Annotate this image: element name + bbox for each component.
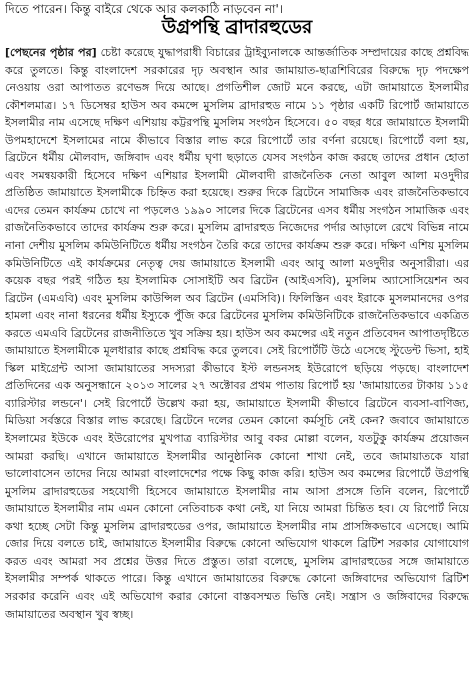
article-text: চেষ্টা করেছে যুদ্ধাপরাধী বিচারের ট্রাইব্যুনালকে আন্তর্জাতিক সম্প্রদায়ের কাছে প্রশ্নবিদ্ধ করে তুলতে। কিন্তু বাংলাদেশ সরকারের দৃঢ় অবস্থান আর জামায়াত-ছাত্রশিবিরের বিরুদ্ধে দৃঢ় পদক্ষেপ নেওয়ায় ওরা আপাতত রণেভঙ্গ দিয়ে আছে। প্রগতিশীল জোট মনে করছে, এটা জামায়াতে ইসলামীর কৌশলমাত্র। ১৭ ডিসেম্বর হাউস অব কমন্সে মুসলিম ব্রাদারহুড নামে ১১ পৃষ্ঠার একটি রিপোর্ট জামায়াতে ইসলামীর নাম এসেছে দক্ষিণ এশিয়ায় কট্টরপন্থি মুসলিম সংগঠন হিসেবে। ৫০ বছর ধরে জামায়াতে ইসলামী উপমহাদেশে ইসলামের নামে কীভাবে বিস্তার লাভ করে রিপোর্টে তার বর্ণনা রয়েছে। রিপোর্টে বলা হয়, ব্রিটেনে ধর্মীয় মৌলবাদ, জঙ্গিবাদ এবং ধর্মীয় ঘৃণা ছড়াতে যেসব সংগঠন কাজ করছে তাদের প্রধান হোতা এবং সমন্বয়কারী হিসেবে দক্ষিণ এশিয়ার ইসলামী মৌলবাদী রাজনৈতিক নেতা আবুল আলা মওদুদীর প্রতিষ্ঠিত জামায়াতে ইসলামীকে চিহ্নিত করা হয়েছে। শুরুর দিকে ব্রিটেনে সামাজিক এবং রাজনৈতিকভাবে এদের তেমন কার্যক্রম চোখে না পড়লেও ১৯৯০ সালের দিকে ব্রিটেনের এসব ধর্মীয় সংগঠন সামাজিক এবং রাজনৈতিকভাবে তাদের কার্যক্রম শুরু করে। মুসলিম ব্রাদারহুড নিজেদের পর্দার আড়ালে রেখে বিভিন্ন নামে নানা দেশীয় মুসলিম কমিউনিটিতে ধর্মীয় সংগঠন তৈরি করে তাদের কার্যক্রম শুরু করে। দক্ষিণ এশিয় মুসলিম কমিউনিটিতে এই কার্যক্রমের নেতৃত্ব দেয় জামায়াতে ইসলামী এবং আবু আলা মওদুদীর অনুসারীরা। এর কয়েক বছর পরই গঠিত হয় ইসলামিক সোসাইটি অব ব্রিটেন (আইএসবি), মুসলিম অ্যাসোসিয়েশন অব ব্রিটেন (এমএবি) এবং মুসলিম কাউন্সিল অব ব্রিটেন (এমসিবি)। ফিলিস্তিন এবং ইরাকে মুসলমানদের ওপর হামলা এবং নানা ধরনের ধর্মীয় ইস্যুকে পুঁজি করে ব্রিটেনের মুসলিম কমিউনিটিকে রাজনৈতিকভাবে একত্রিত করতে এমএবি ব্রিটেনের রাজনীতিতে খুব সক্রিয় হয়। হাউস অব কমন্সের এই নতুন প্রতিবেদন আপাতদৃষ্টিতে জামায়াতে ইসলামীকে মূলধারার কাছে প্রশ্নবিদ্ধ করে তুলবে। সেই রিপোর্টটি উঠে এসেছে স্টুডেন্ট ভিসা, হাই স্কিল মাইগ্রেন্ট আসা জামায়াতের সদস্যরা কীভাবে ইস্ট লন্ডনসহ ইউরোপে ছড়িয়ে পড়ছে। বাংলাদেশ প্রতিদিনের এক অনুসন্ধানে ২০১৩ সালের ২৭ অক্টোবর প্রথম পাতায় রিপোর্ট হয় 'জামায়াতের টাকায় ১১৫ ব্যারিস্টার লন্ডনে'। সেই রিপোর্টে উল্লেখ করা হয়, জামায়াতে ইসলামী কীভাবে ব্রিটেনে ব্যবসা-বাণিজ্য, মিডিয়া সর্বস্তরে বিস্তার লাভ করেছে। ব্রিটেনে দলের তেমন কোনো কর্মসূচি নেই কেন? জবাবে জামায়াতে ইসলামের ইউকে এবং ইউরোপের মুখপাত্র ব্যারিস্টার আবু বকর মোল্লা বলেন, যতটুকু কার্যক্রম প্রয়োজন আমরা করছি। এখানে জামায়াতে ইসলামীর আনুষ্ঠানিক কোনো শাখা নেই, তবে জামায়াতকে যারা ভালোবাসেন তাদের নিয়ে আমরা বাংলাদেশের পক্ষে কিছু কাজ করি। হাউস অব কমন্সের রিপোর্টে উগ্রপন্থি মুসলিম ব্রাদারহুডের সহযোগী হিসেবে জামায়াতে ইসলামীর নাম আসা প্রসঙ্গে তিনি বলেন, রিপোর্টে জামায়াতে ইসলামীর নাম এমন কোনো নেতিবাচক কথা নেই, যা নিয়ে আমরা চিন্তিত হব। যে রিপোর্ট নিয়ে কথা হচ্ছে সেটা কিন্তু মুসলিম ব্রাদারহুডের ওপর, জামায়াতে ইসলামীর নাম প্রাসঙ্গিকভাবে এসেছে। আমি জোর দিয়ে বলতে চাই, জামায়াতে ইসলামীর বিরুদ্ধে কোনো অভিযোগ থাকলে ব্রিটিশ সরকার যোগাযোগ করত এবং আমরা সব প্রশ্নের উত্তর দিতে প্রস্তুত। তারা বলেছে, মুসলিম ব্রাদারহুডের সঙ্গে জামায়াতে ইসলামীর সম্পর্ক থাকতে পারে। কিন্তু এখানে জামায়াতের বিরুদ্ধে কোনো জঙ্গিবাদের অভিযোগ ব্রিটিশ সরকার করেনি এবং এই অভিযোগ করার কোনো বাস্তবসম্মত ভিত্তি নেই। সন্ত্রাস ও জঙ্গিবাদের বিরুদ্ধে জামায়াতের অবস্থান খুব স্বচ্ছ।: [5, 46, 469, 621]
article-paragraph: [5, 44, 469, 623]
continuation-lead-in: [পেছনের পৃষ্ঠার পর]: [5, 46, 97, 59]
previous-column-ending: দিতে পারেন। কিন্তু বাইরে থেকে আর কলকাঠি নাড়বেন না'।: [5, 2, 284, 16]
article-body: [5, 44, 469, 688]
article-headline: উগ্রপন্থি ব্রাদারহুডের: [161, 17, 313, 38]
